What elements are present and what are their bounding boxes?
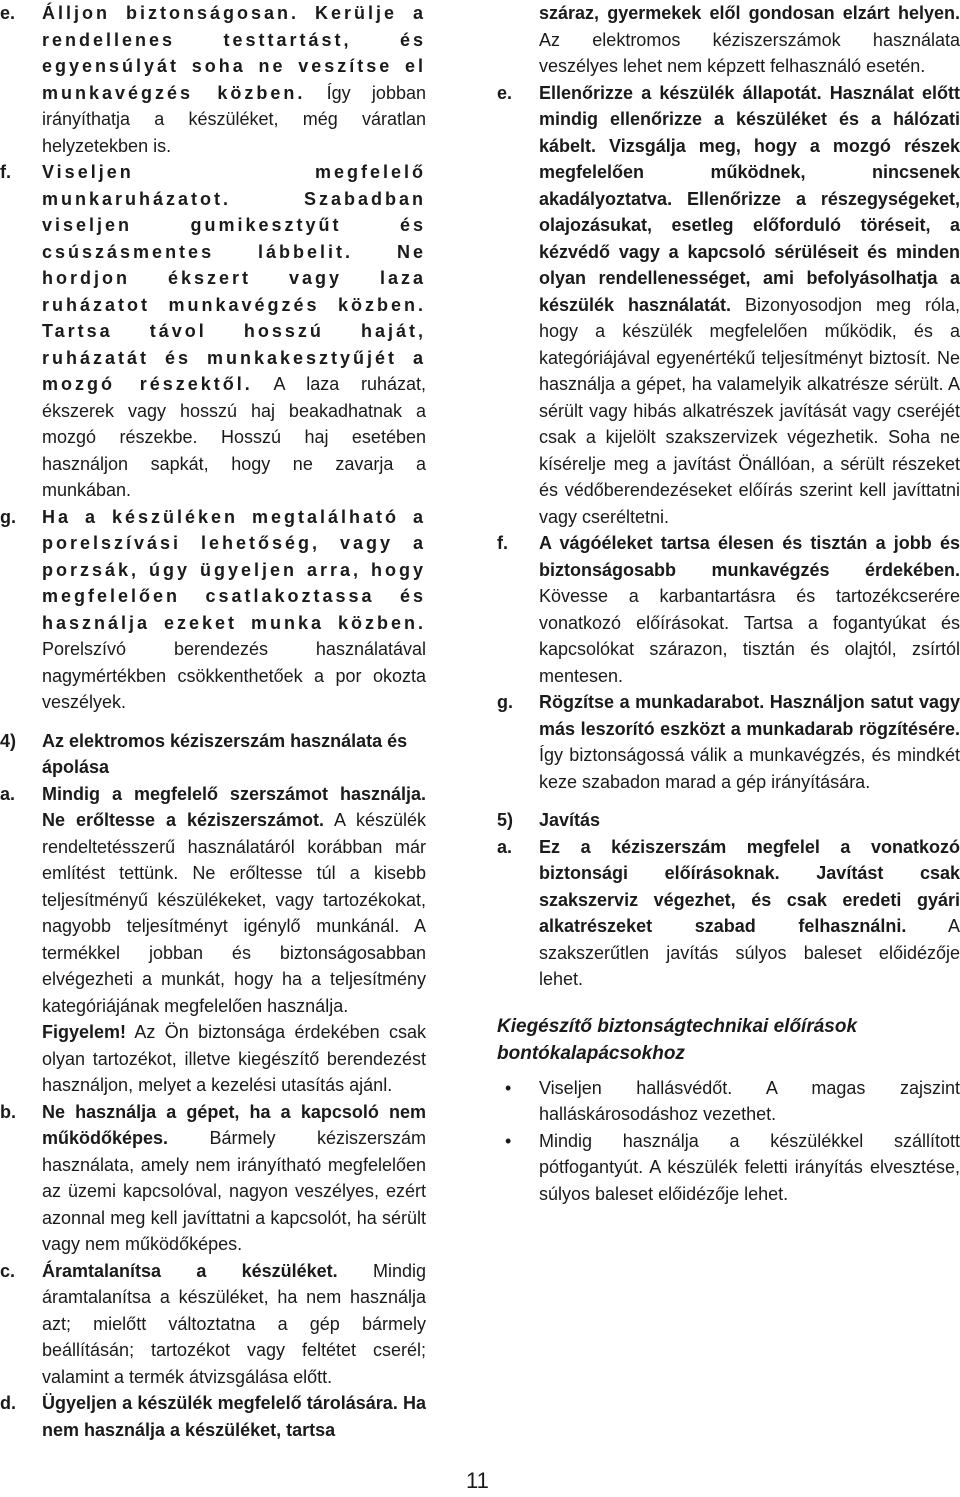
item-label: a. — [0, 783, 16, 804]
item-label: d. — [0, 1393, 16, 1413]
item-e — [0, 0, 426, 159]
item-text: Kövesse a karbantartásra és tartozékcserére vonatkozó előírásokat. Tartsa a fogantyúkat és kapcsolókat szárazon, tisztán és olajtól, zsírtól mentesen. — [539, 586, 960, 686]
item-b — [0, 1099, 426, 1258]
item-g — [0, 504, 426, 716]
item-a-note — [0, 1019, 426, 1099]
item-bold-text: Ez a kéziszerszám megfelel a vonatkozó biztonsági előírásoknak. Javítást csak szakszerviz végezhet, és csak eredeti gyári alkatrészeket szabad felhasználni. — [539, 836, 960, 936]
item-bold-text: Ügyeljen a készülék megfelelő tárolására. Ha nem használja a készüléket, tartsa — [42, 1393, 426, 1440]
left-column — [0, 0, 426, 1443]
item-text: Porelszívó berendezés használatával nagymértékben csökkenthetőek a por okozta veszélyek. — [42, 639, 426, 712]
item-e — [497, 80, 960, 531]
item-d-continued — [497, 0, 960, 80]
bullet-text: Viseljen hallásvédőt. A magas zajszint halláskárosodáshoz vezethet. — [539, 1077, 960, 1124]
bullet-marker: • — [505, 1077, 512, 1098]
item-text: A készülék rendeltetésszerű használatáról korábban már említést tettünk. Ne erőltesse túl a kisebb teljesítményű készülékeket, vagy tartozékokat, nagyobb teljesítményt igénylő munkánál. A termékkel jobban és biztonságosabban elvégezheti a munkát, hogy ha a teljesítmény kategóriájának megfelelően használja. — [42, 810, 427, 1016]
right-column — [497, 0, 960, 1207]
item-bold-text: Álljon biztonságosan. Kerülje a rendellenes testtartást, és egyensúlyát soha ne veszítse el munkavégzés közben. — [42, 3, 426, 103]
item-text: Így biztonságossá válik a munkavégzés, és mindkét keze szabadon marad a gép irányítására. — [539, 745, 960, 792]
item-bold-text: A vágóéleket tartsa élesen és tisztán a jobb és biztonságosabb munkavégzés érdekében. — [539, 533, 960, 580]
section-5-heading — [497, 807, 960, 834]
item-label: g. — [0, 506, 16, 527]
item-c — [0, 1258, 426, 1391]
bullet-marker: • — [505, 1130, 512, 1151]
section-label: 4) — [0, 730, 17, 751]
item-text: Így jobban irányíthatja a készüléket, még váratlan helyzetekben is. — [42, 82, 426, 156]
item-text: Mindig áramtalanítsa a készüléket, ha nem használja azt; mielőtt változtatna a gép bármely beállításán; tartozékot vagy feltétet cserél; valamint a termék átvizsgálása előtt. — [42, 1260, 426, 1387]
bullet-text: Mindig használja a készülékkel szállított pótfogantyút. A készülék feletti irányítás elvesztése, súlyos baleset előidézője lehet. — [539, 1130, 960, 1204]
item-label: f. — [497, 533, 508, 553]
item-label: e. — [0, 3, 16, 23]
item-f — [0, 159, 426, 504]
item-bold-text: Áramtalanítsa a készüléket. — [42, 1260, 338, 1281]
item-bold-text: Rögzítse a munkadarabot. Használjon satut vagy más leszorító eszközt a munkadarab rögzítésére. — [539, 692, 960, 739]
section-title: Az elektromos kéziszerszám használata és ápolása — [42, 730, 408, 777]
item-bold-text: Ne használja a gépet, ha a kapcsoló nem működőképes. — [42, 1101, 426, 1148]
item-label: g. — [497, 692, 513, 712]
item-a — [0, 781, 426, 1020]
item-text: Bizonyosodjon meg róla, hogy a készülék megfelelően működik, és a kategóriájával egyenértékű teljesítményt biztosít. Ne használja a gépet, ha valamelyik alkatrésze sérült. A sérült vagy hibás alkatrészek javítását vagy cseréjét csak a kijelölt szakszervizek végezhetik. Soha ne kísérelje meg a javítást Önállóan, a sérült részeket és védőberendezéseket előírás szerint kell javíttatni vagy cseréltetni. — [539, 294, 960, 527]
item-bold-text: Viseljen megfelelő munkaruházatot. Szabadban viseljen gumikesztyűt és csúszásmentes lábbelit. Ne hordjon ékszert vagy laza ruházatot munkavégzés közben. Tartsa távol hosszú haját, ruházatát és munkakesztyűjét a mozgó részektől. — [42, 162, 426, 394]
section-4-heading — [0, 728, 426, 781]
bullet-item — [497, 1128, 960, 1208]
item-label: c. — [0, 1260, 16, 1281]
note-bold-text: Figyelem! — [42, 1022, 127, 1042]
item-label: b. — [0, 1101, 16, 1122]
item-d — [0, 1390, 426, 1443]
item-bold-text: Ellenőrizze a készülék állapotát. Használat előtt mindig ellenőrizze a készüléket és a hálózati kábelt. Vizsgálja meg, hogy a mozgó részek megfelelően működnek, nincsenek akadályoztatva. Ellenőrizze a részegységeket, olajozásukat, esetleg előforduló töréseit, a kézvédő vagy a kapcsoló sérüléseit és minden olyan rendellenességet, ami befolyásolhatja a készülék használatát. — [539, 82, 960, 315]
item-text: Az elektromos kéziszerszámok használata veszélyes lehet nem képzett felhasználó esetén. — [539, 29, 960, 76]
item-label: e. — [497, 82, 513, 103]
item-a — [497, 834, 960, 993]
item-text: A szakszerűtlen javítás súlyos baleset előidézője lehet. — [539, 916, 960, 989]
page-number: 11 — [466, 1468, 489, 1493]
section-label: 5) — [497, 810, 514, 830]
section-title: Javítás — [539, 810, 601, 830]
item-text: Bármely kéziszerszám használata, amely nem irányítható megfelelően az üzemi kapcsolóval, nagyon veszélyes, ezért azonnal meg kell javíttatni a kapcsolót, ha sérült vagy nem működőképes. — [42, 1128, 426, 1254]
item-label: a. — [497, 836, 513, 857]
subsection-title: Kiegészítő biztonságtechnikai előírások bontókalapácsokhoz — [497, 1015, 858, 1064]
item-text: A laza ruházat, ékszerek vagy hosszú haj beakadhatnak a mozgó részekbe. Hosszú haj esetében használjon sapkát, hogy ne zavarja a munkában. — [42, 374, 426, 500]
item-bold-text: száraz, gyermekek elől gondosan elzárt helyen. — [539, 3, 960, 23]
item-bold-text: Mindig a megfelelő szerszámot használja. Ne erőltesse a kéziszerszámot. — [42, 783, 426, 830]
item-g — [497, 689, 960, 795]
item-f — [497, 530, 960, 689]
bullet-item — [497, 1075, 960, 1128]
item-label: f. — [0, 162, 11, 182]
item-bold-text: Ha a készüléken megtalálható a porelszívási lehetőség, vagy a porzsák, úgy ügyeljen arra, hogy megfelelően csatlakoztassa és használja ezeket munka közben. — [42, 506, 426, 633]
note-text: Az Ön biztonsága érdekében csak olyan tartozékot, illetve kiegészítő berendezést használjon, melyet a kezelési utasítás ajánl. — [42, 1022, 426, 1095]
